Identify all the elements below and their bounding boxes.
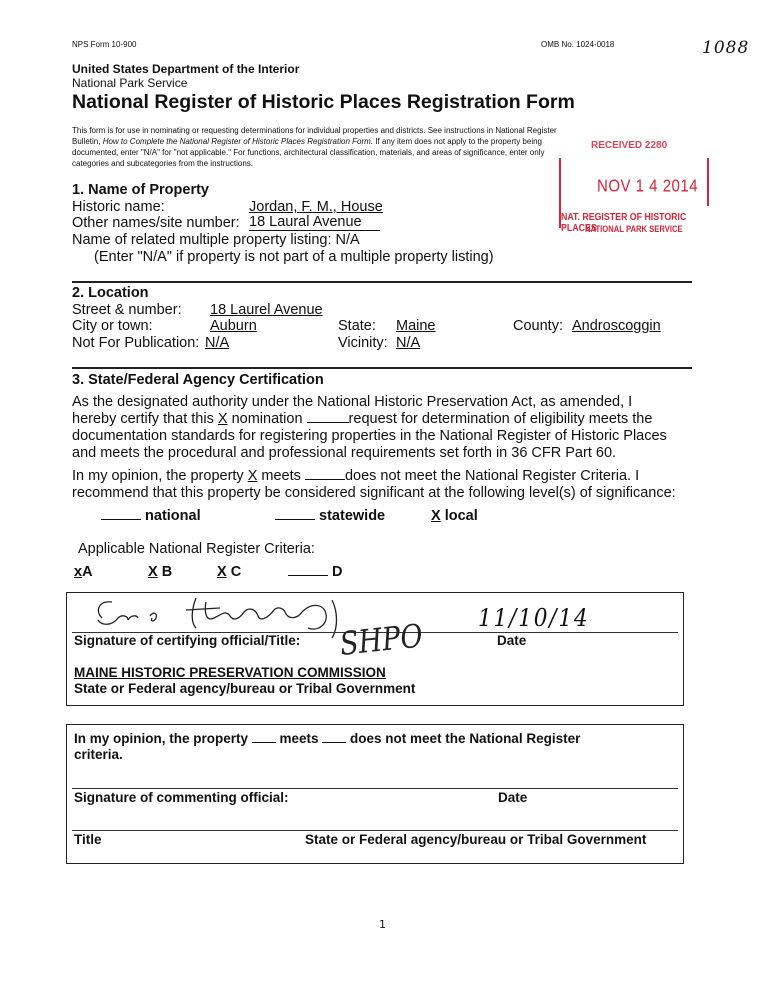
intro-line-1: This form is for use in nominating or requesting determinations for individual properties and districts. See instructions in National Register [72, 126, 557, 135]
city-value: Auburn [210, 318, 257, 334]
certification-date-label: Date [497, 633, 527, 648]
intro-line-3: documented, enter "N/A" for "not applicable." For functions, architectural classification, materials, and areas of significance, enter only [72, 148, 545, 157]
criterion-c: X C [217, 564, 242, 580]
level-statewide: statewide [275, 508, 385, 524]
commenting-title-label: Title [74, 832, 102, 847]
cert-paragraph-line-4: and meets the procedural and professional requirements set forth in 36 CFR Part 60. [72, 445, 617, 461]
divider-1 [72, 281, 692, 283]
cert-paragraph-line-1: As the designated authority under the National Historic Preservation Act, as amended, I [72, 394, 633, 410]
commenting-signature-label: Signature of commenting official: [74, 790, 289, 805]
other-names-value: 18 Laural Avenue [249, 215, 380, 231]
vicinity-value: N/A [396, 335, 421, 351]
certifying-signature-label: Signature of certifying official/Title: [74, 633, 301, 648]
page-number: 1 [379, 918, 386, 931]
intro-line-2: Bulletin, How to Complete the National Register of Historic Places Registration Form. If any item does not apply to the property being [72, 137, 543, 146]
department-name: United States Department of the Interior [72, 62, 300, 76]
vicinity-label: Vicinity: [338, 335, 388, 351]
related-listing: Name of related multiple property listing: N/A [72, 232, 360, 248]
stamp-received: RECEIVED 2280 [591, 140, 668, 151]
stamp-line-1: NAT. REGISTER OF HISTORIC PLACES [561, 212, 687, 234]
commenting-agency-label: State or Federal agency/bureau or Tribal Government [305, 832, 647, 847]
opinion-line-2: recommend that this property be considered significant at the following level(s) of significance: [72, 485, 676, 501]
received-stamp [557, 132, 719, 240]
related-listing-note: (Enter "N/A" if property is not part of a multiple property listing) [94, 249, 494, 265]
certifying-official-title: SHPO [338, 616, 425, 663]
stamp-date: NOV 1 4 2014 [597, 176, 699, 197]
not-for-publication-value: N/A [205, 335, 230, 351]
criterion-a: xA [74, 564, 93, 580]
not-for-publication-label: Not For Publication: [72, 335, 200, 351]
commenting-date-label: Date [498, 790, 528, 805]
stamp-line-2: NATIONAL PARK SERVICE [585, 224, 683, 234]
street-value: 18 Laurel Avenue [210, 302, 323, 318]
page-title: National Register of Historic Places Registration Form [72, 91, 575, 113]
cert-paragraph-line-2: hereby certify that this X nomination request for determination of eligibility meets the [72, 411, 653, 427]
level-national: national [101, 508, 201, 524]
section-3-heading: 3. State/Federal Agency Certification [72, 372, 324, 388]
certification-date-value: 11/10/14 [478, 604, 590, 632]
service-name: National Park Service [72, 76, 188, 90]
opinion-line-1: In my opinion, the property X meets does not meet the National Register Criteria. I [72, 468, 640, 484]
section-2-heading: 2. Location [72, 285, 149, 301]
historic-name-value: Jordan, F. M., House [249, 199, 383, 215]
cert-paragraph-line-3: documentation standards for registering properties in the National Register of Historic Places [72, 428, 667, 444]
comment-opinion-line-1: In my opinion, the property meets does not meet the National Register [74, 731, 581, 746]
comment-opinion-line-2: criteria. [74, 747, 123, 762]
state-value: Maine [396, 318, 436, 334]
city-label: City or town: [72, 318, 153, 334]
signature-line-2 [72, 788, 678, 789]
agency-label: State or Federal agency/bureau or Tribal Government [74, 681, 416, 696]
section-1-heading: 1. Name of Property [72, 182, 209, 198]
county-value: Androscoggin [572, 318, 661, 334]
historic-name-label: Historic name: [72, 199, 165, 215]
street-label: Street & number: [72, 302, 182, 318]
handwritten-note: 1088 [702, 38, 750, 58]
omb-number: OMB No. 1024-0018 [541, 40, 615, 49]
intro-line-4: categories and subcategories from the instructions. [72, 159, 253, 168]
form-number: NPS Form 10-900 [72, 40, 137, 49]
county-label: County: [513, 318, 563, 334]
criteria-label: Applicable National Register Criteria: [78, 541, 315, 557]
state-label: State: [338, 318, 376, 334]
criterion-d: D [288, 564, 343, 580]
level-local: X local [431, 508, 478, 524]
criterion-b: X B [148, 564, 173, 580]
other-names-label: Other names/site number: [72, 215, 240, 231]
agency-name: MAINE HISTORIC PRESERVATION COMMISSION [74, 665, 386, 680]
divider-2 [72, 367, 692, 369]
signature-line-3 [72, 830, 678, 831]
